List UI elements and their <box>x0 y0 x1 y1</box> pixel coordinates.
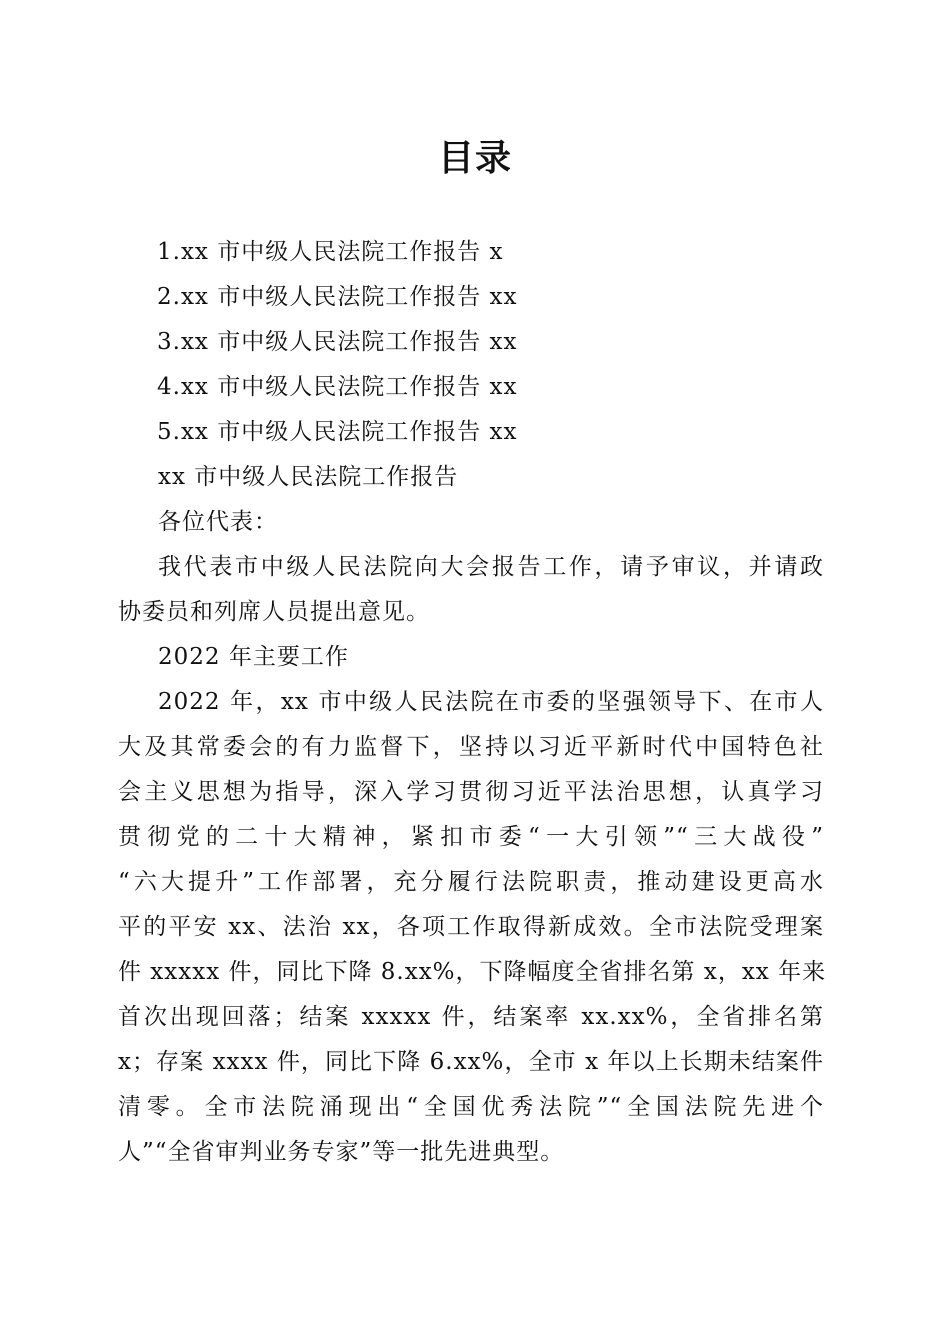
toc-item: 1.xx 市中级人民法院工作报告 x <box>157 239 504 265</box>
toc-item: 5.xx 市中级人民法院工作报告 xx <box>157 419 518 445</box>
paragraph-line: 贯彻党的二十大精神，紧扣市委“一大引领”“三大战役” <box>118 824 824 850</box>
toc-item: 2.xx 市中级人民法院工作报告 xx <box>157 284 518 310</box>
paragraph-line: 首次出现回落；结案 xxxxx 件，结案率 xx.xx%，全省排名第 <box>118 1004 824 1030</box>
table-of-contents <box>157 230 857 455</box>
paragraph-line: 清零。全市法院涌现出“全国优秀法院”“全国法院先进个 <box>118 1094 824 1120</box>
paragraph-line: 件 xxxxx 件，同比下降 8.xx%，下降幅度全省排名第 x，xx 年来 <box>118 959 827 985</box>
section-heading: 2022 年主要工作 <box>158 644 349 670</box>
salutation: 各位代表： <box>158 509 278 535</box>
paragraph-line: 2022 年，xx 市中级人民法院在市委的坚强领导下、在市人 <box>158 689 824 715</box>
toc-item: 3.xx 市中级人民法院工作报告 xx <box>157 329 518 355</box>
page-title: 目录 <box>437 137 512 179</box>
intro-line: 协委员和列席人员提出意见。 <box>118 599 430 625</box>
report-title: xx 市中级人民法院工作报告 <box>158 464 459 490</box>
report-body <box>118 455 827 1175</box>
intro-line: 我代表市中级人民法院向大会报告工作，请予审议，并请政 <box>158 554 824 580</box>
toc-item: 4.xx 市中级人民法院工作报告 xx <box>157 374 518 400</box>
paragraph-line: 会主义思想为指导，深入学习贯彻习近平法治思想，认真学习 <box>118 779 824 805</box>
paragraph-line: 人”“全省审判业务专家”等一批先进典型。 <box>118 1139 565 1165</box>
paragraph-line: x；存案 xxxx 件，同比下降 6.xx%，全市 x 年以上长期未结案件 <box>118 1049 824 1075</box>
paragraph-line: 大及其常委会的有力监督下，坚持以习近平新时代中国特色社 <box>118 734 824 760</box>
paragraph-line: 平的平安 xx、法治 xx，各项工作取得新成效。全市法院受理案 <box>118 914 824 940</box>
paragraph-line: “六大提升”工作部署，充分履行法院职责，推动建设更高水 <box>118 869 824 895</box>
